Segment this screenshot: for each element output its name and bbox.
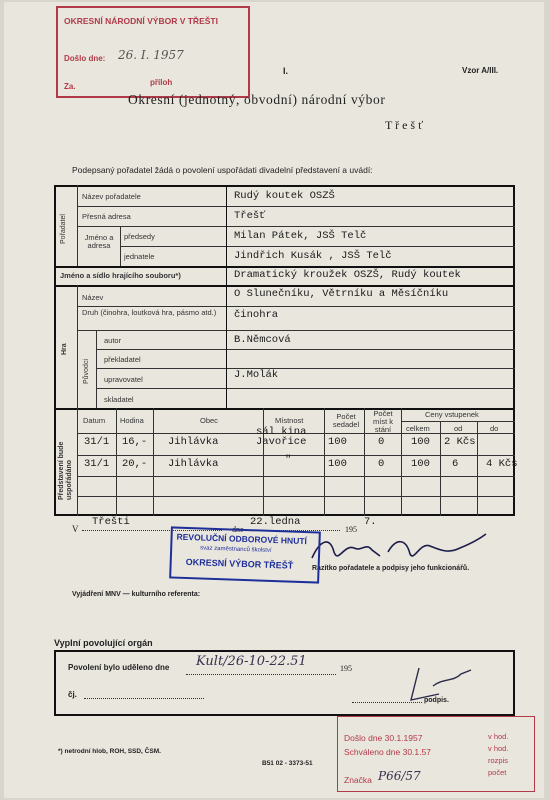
row1-date: 31/1 — [84, 436, 110, 448]
mnv-label: Vyjádření MNV — kulturního referenta: — [72, 591, 201, 598]
union-stamp — [169, 526, 321, 583]
name-address-label: Jméno a adresa — [84, 233, 114, 250]
granted-label: Povolení bylo uděleno dne — [68, 663, 170, 672]
signature-scribble — [310, 530, 490, 566]
signature-v: V — [72, 524, 79, 534]
row2-from: 6 — [452, 458, 459, 470]
secretary-value: Jindřich Kusák , JSŠ Telč — [234, 250, 392, 262]
granted-value: Kult/26-10-22.51 — [196, 654, 307, 669]
organizer-name: Rudý koutek OSZŠ — [234, 190, 335, 202]
signature-place: Třešti — [92, 516, 130, 528]
bottom-stamp-line3: Značka — [344, 775, 372, 785]
row2-town: Jihlávka — [168, 458, 219, 470]
stamp-attachments: příloh — [150, 78, 173, 87]
organizer-address-label: Přesná adresa — [82, 212, 131, 221]
granted-line — [186, 674, 336, 675]
play-type-label: Druh (činohra, loutková hra, pásmo atd.) — [82, 308, 217, 317]
troupe-value: Dramatický kroužek OSZŠ, Rudý koutek — [234, 269, 461, 281]
authority-signature — [405, 664, 475, 704]
row1-seats: 100 — [328, 436, 347, 448]
stamp-date: 26. I. 1957 — [118, 48, 184, 62]
performance-section-label: Představení bude uspořádáno — [58, 441, 73, 500]
row2-date: 31/1 — [84, 458, 110, 470]
office-place: T ř e š ť — [385, 118, 424, 132]
signature-date: 22.ledna — [250, 516, 301, 528]
troupe-label: Jméno a sídlo hrajícího souboru*) — [60, 271, 181, 280]
adapter-label: upravovatel — [104, 375, 143, 384]
origin-label: Původci — [83, 359, 90, 384]
col-seats: Počet sedadel — [332, 412, 360, 429]
adapter-value: J.Molák — [234, 369, 279, 381]
col-standing: Počet míst k stání — [373, 409, 393, 434]
author-value: B.Němcová — [234, 334, 291, 346]
bottom-stamp-line1: Došlo dne 30.1.1957 — [344, 733, 423, 743]
stamp-no-label: Za. — [64, 82, 76, 91]
bottom-stamp — [337, 716, 535, 792]
author-label: autor — [104, 336, 122, 345]
signature-caption: Razítko pořadatele a podpisy jeho funkcionářů. — [312, 565, 470, 572]
row1-town: Jihlávka — [168, 436, 219, 448]
bottom-stamp-right: v hod. v hod. rozpis počet — [488, 732, 509, 777]
stamp-date-label: Došlo dne: — [64, 54, 106, 63]
signature-year-prefix: 195 — [345, 525, 357, 534]
authority-year-prefix: 195 — [340, 664, 352, 673]
row2-hour: 20,- — [122, 458, 148, 470]
col-venue: Místnost — [275, 416, 304, 425]
organizer-name-label: Název pořadatele — [82, 192, 141, 201]
footnote: *) netrodní hlob, ROH, SSD, ČSM. — [58, 748, 161, 755]
col-to: do — [490, 424, 499, 433]
col-total: celkem — [406, 424, 430, 433]
received-stamp — [56, 6, 250, 98]
page-title: Okresní (jednotný, obvodní) národní výbor — [128, 92, 386, 107]
row2-standing: 0 — [378, 458, 385, 470]
union-stamp-line1: REVOLUČNÍ ODBOROVÉ HNUTÍ — [176, 531, 308, 547]
union-stamp-line3: OKRESNÍ VÝBOR TŘEŠŤ — [185, 556, 294, 571]
row2-to: 4 Kčs — [486, 458, 518, 470]
row2-seats: 100 — [328, 458, 347, 470]
row2-venue: " — [285, 454, 292, 466]
col-town: Obec — [200, 416, 218, 425]
composer-label: skladatel — [104, 395, 134, 404]
organizer-section-label: Pořadatel — [60, 214, 67, 244]
print-code: B51 02 - 3373-51 — [262, 760, 313, 767]
play-name-label: Název — [82, 293, 104, 302]
play-section-label: Hra — [61, 343, 68, 355]
signature-dne: dne — [232, 525, 244, 534]
sign-label: podpis. — [424, 697, 449, 704]
signature-year: 7. — [364, 516, 377, 528]
col-prices: Ceny vstupenek — [425, 410, 479, 419]
row2-total: 100 — [411, 458, 430, 470]
bottom-stamp-line4: P66/57 — [378, 769, 421, 783]
row1-standing: 0 — [378, 436, 385, 448]
bottom-stamp-line2: Schváleno dne 30.1.57 — [344, 747, 431, 757]
row1-total: 100 — [411, 436, 430, 448]
ref-line — [84, 698, 204, 699]
union-stamp-line2: svaz zaměstnanců školství — [200, 545, 272, 554]
row1-venue: sál kina Javořice — [256, 426, 307, 448]
roman-numeral: I. — [283, 66, 289, 76]
row1-hour: 16,- — [122, 436, 148, 448]
play-type: činohra — [234, 309, 279, 321]
row1-from: 2 Kčs — [444, 436, 476, 448]
col-from: od — [454, 424, 463, 433]
organizer-address: Třešť — [234, 210, 266, 222]
chair-value: Milan Pátek, JSŠ Telč — [234, 230, 367, 242]
col-hour: Hodina — [120, 416, 144, 425]
chair-label: předsedy — [124, 232, 155, 241]
secretary-label: jednatele — [124, 252, 155, 261]
ref-label: čj. — [68, 690, 77, 699]
translator-label: překladatel — [104, 355, 141, 364]
intro-text: Podepsaný pořadatel žádá o povolení uspořádati divadelní představení a uvádí: — [72, 165, 373, 175]
form-code: Vzor A/III. — [462, 66, 499, 75]
authority-title: Vyplní povolující orgán — [54, 638, 153, 648]
stamp-office: OKRESNÍ NÁRODNÍ VÝBOR V TŘEŠTI — [64, 16, 218, 26]
play-name: O Slunečníku, Větrníku a Měsíčníku — [234, 288, 449, 300]
col-date: Datum — [83, 416, 106, 425]
